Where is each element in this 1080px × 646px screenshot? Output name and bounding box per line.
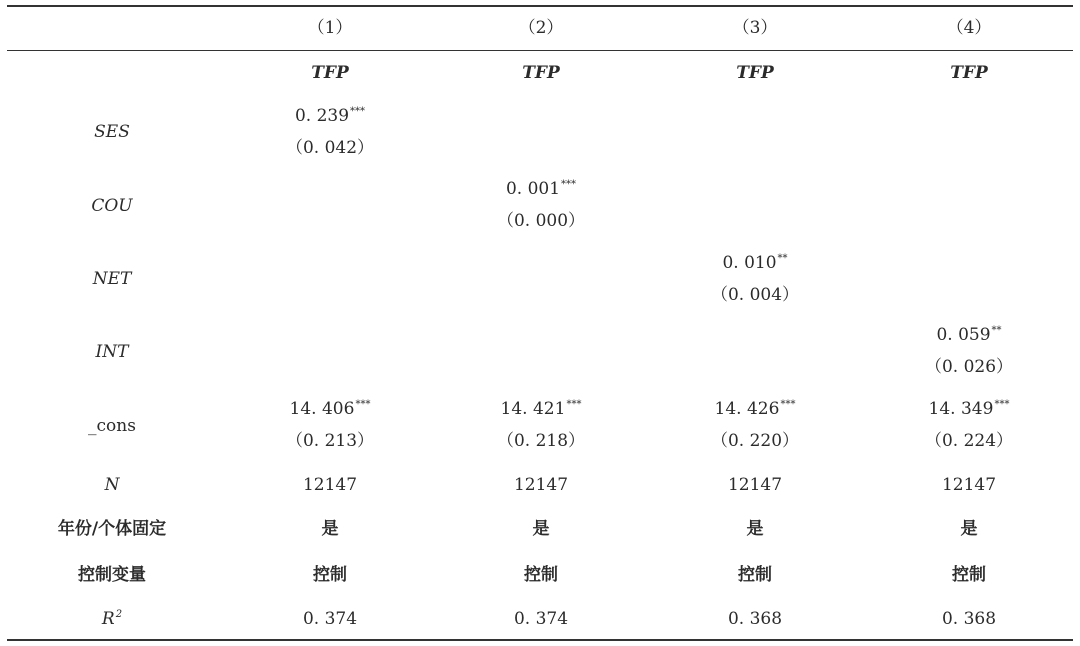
se-int-4: （0. 026） <box>924 357 1014 377</box>
coef-int-4 <box>864 325 1074 345</box>
coef-cons-2 <box>436 399 646 419</box>
significance-stars: *** <box>355 399 371 410</box>
r2-superscript: 2 <box>115 609 123 620</box>
n-value-1: 12147 <box>302 475 358 495</box>
coef-value: 0. 059 <box>936 325 991 345</box>
coef-value: 14. 426 <box>714 399 780 419</box>
significance-stars: *** <box>994 399 1010 410</box>
controls-value-2: 控制 <box>524 565 558 585</box>
dep-var-4: TFP <box>950 63 988 83</box>
r2-letter: R <box>101 609 115 629</box>
n-value-3: 12147 <box>727 475 783 495</box>
se-cou-2: （0. 000） <box>496 211 586 231</box>
controls-value-4: 控制 <box>952 565 986 585</box>
fe-value-3: 是 <box>746 519 764 539</box>
coef-value: 14. 406 <box>289 399 355 419</box>
fe-value-1: 是 <box>321 519 339 539</box>
r2-value-3: 0. 368 <box>727 609 783 629</box>
dep-var-2: TFP <box>522 63 560 83</box>
r2-value-1: 0. 374 <box>302 609 358 629</box>
controls-value-1: 控制 <box>313 565 347 585</box>
coef-cons-3 <box>650 399 860 419</box>
fe-value-4: 是 <box>960 519 978 539</box>
controls-value-3: 控制 <box>738 565 772 585</box>
bottom-rule <box>7 639 1073 641</box>
row-label-int: INT <box>95 342 129 362</box>
row-label-ses: SES <box>94 122 130 142</box>
n-value-4: 12147 <box>941 475 997 495</box>
row-label-net: NET <box>92 269 132 289</box>
significance-stars: ** <box>777 253 788 264</box>
dep-var-3: TFP <box>736 63 774 83</box>
significance-stars: *** <box>350 106 366 117</box>
row-label-controls: 控制变量 <box>78 565 146 585</box>
col-number-2: （2） <box>518 18 564 38</box>
coef-ses-1 <box>225 106 435 126</box>
dep-var-1: TFP <box>311 63 349 83</box>
col-number-4: （4） <box>946 18 992 38</box>
row-label-cons: _cons <box>88 416 136 436</box>
se-net-3: （0. 004） <box>710 285 800 305</box>
fe-value-2: 是 <box>532 519 550 539</box>
coef-value: 0. 010 <box>722 253 777 273</box>
coef-cons-4 <box>864 399 1074 419</box>
row-label-fixed-effects: 年份/个体固定 <box>57 519 167 539</box>
significance-stars: *** <box>566 399 582 410</box>
significance-stars: ** <box>991 325 1002 336</box>
se-cons-2: （0. 218） <box>496 431 586 451</box>
r2-value-4: 0. 368 <box>941 609 997 629</box>
se-cons-1: （0. 213） <box>285 431 375 451</box>
n-value-2: 12147 <box>513 475 569 495</box>
se-cons-4: （0. 224） <box>924 431 1014 451</box>
header-rule <box>7 50 1073 51</box>
col-number-1: （1） <box>307 18 353 38</box>
coef-value: 14. 421 <box>500 399 566 419</box>
se-cons-3: （0. 220） <box>710 431 800 451</box>
row-label-r2 <box>12 609 212 629</box>
coef-cons-1 <box>225 399 435 419</box>
coef-value: 0. 001 <box>505 179 561 199</box>
coef-cou-2 <box>436 179 646 199</box>
coef-value: 0. 239 <box>294 106 350 126</box>
coef-value: 14. 349 <box>928 399 994 419</box>
significance-stars: *** <box>561 179 577 190</box>
r2-value-2: 0. 374 <box>513 609 569 629</box>
row-label-n: N <box>104 475 120 495</box>
top-rule <box>7 5 1073 7</box>
coef-net-3 <box>650 253 860 273</box>
se-ses-1: （0. 042） <box>285 138 375 158</box>
row-label-cou: COU <box>91 196 133 216</box>
significance-stars: *** <box>780 399 796 410</box>
col-number-3: （3） <box>732 18 778 38</box>
